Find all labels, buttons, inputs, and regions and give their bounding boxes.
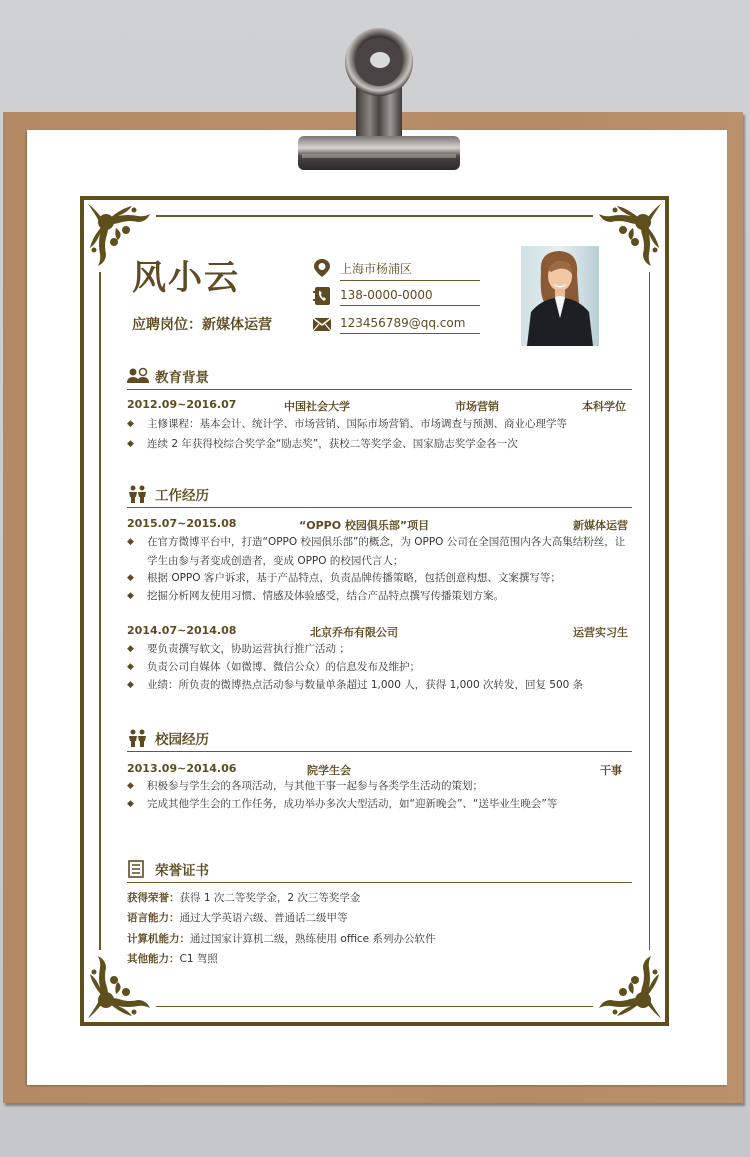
entry-period: 2013.09~2014.06 xyxy=(127,762,237,775)
entry-org: “OPPO 校园俱乐部”项目 xyxy=(299,519,430,532)
honor-item xyxy=(127,951,218,966)
list-item: ◆ 在官方微博平台中，打造“OPPO 校园俱乐部”的概念，为 OPPO 公司在全国范围内各大高集结粉丝，让学生由参与者变成创造者，变成 OPPO 的校园代言人； xyxy=(127,533,632,571)
clipboard-icon xyxy=(127,860,149,878)
work-entry-header xyxy=(127,624,630,640)
honor-label: 获得荣誉： xyxy=(127,892,180,904)
applied-position: 应聘岗位：新媒体运营 xyxy=(132,317,272,333)
entry-period: 2012.09~2016.07 xyxy=(127,398,237,411)
location-pin-icon xyxy=(312,258,332,278)
honor-value: C1 驾照 xyxy=(179,953,218,965)
two-persons-icon xyxy=(127,485,149,503)
honor-item xyxy=(127,931,435,946)
list-item: ◆ 业绩：所负责的微博热点活动参与数量单条超过 1,000 人，获得 1,000 次转发，回复 500 条 xyxy=(127,676,632,695)
education-entry-header xyxy=(127,398,630,414)
honor-item xyxy=(127,890,360,905)
entry-degree: 本科学位 xyxy=(582,400,626,413)
honor-value: 通过大学英语六级、普通话二级甲等 xyxy=(179,912,348,924)
contact-phone xyxy=(312,284,482,308)
list-item: ◆ 连续 2 年获得校综合奖学金“励志奖”，获校二等奖学金、国家励志奖学金各一次 xyxy=(127,435,632,454)
person-photo-icon xyxy=(521,246,599,346)
section-education-header xyxy=(127,366,632,390)
envelope-icon xyxy=(312,314,332,334)
section-title: 校园经历 xyxy=(155,732,209,748)
candidate-name: 风小云 xyxy=(132,258,240,298)
people-icon xyxy=(127,367,149,385)
diamond-bullet-icon: ◆ xyxy=(127,591,134,601)
honor-value: 通过国家计算机二级，熟练使用 office 系列办公软件 xyxy=(190,933,436,945)
diamond-bullet-icon: ◆ xyxy=(127,419,134,429)
diamond-bullet-icon: ◆ xyxy=(127,573,134,583)
campus-entry-header xyxy=(127,762,630,778)
profile-photo xyxy=(521,246,599,346)
list-item: ◆ 根据 OPPO 客户诉求，基于产品特点，负责品牌传播策略，包括创意构想、文案撰写等； xyxy=(127,569,632,588)
section-work-header xyxy=(127,484,632,508)
diamond-bullet-icon: ◆ xyxy=(127,644,134,654)
diamond-bullet-icon: ◆ xyxy=(127,439,134,449)
phone-icon xyxy=(312,286,332,306)
diamond-bullet-icon: ◆ xyxy=(127,537,134,547)
entry-role: 干事 xyxy=(600,764,622,777)
contact-email xyxy=(312,312,482,336)
list-item: ◆ 主修课程：基本会计、统计学、市场营销、国际市场营销、市场调查与预测、商业心理学等 xyxy=(127,415,632,434)
entry-period: 2015.07~2015.08 xyxy=(127,517,237,530)
entry-role: 运营实习生 xyxy=(573,626,628,639)
section-title: 荣誉证书 xyxy=(155,863,209,879)
entry-period: 2014.07~2014.08 xyxy=(127,624,237,637)
entry-org: 中国社会大学 xyxy=(284,400,350,413)
honor-item xyxy=(127,910,348,925)
entry-org: 院学生会 xyxy=(307,764,351,777)
phone-text: 138-0000-0000 xyxy=(340,288,480,306)
contact-address xyxy=(312,256,482,280)
address-text: 上海市杨浦区 xyxy=(340,260,480,281)
entry-org: 北京乔布有限公司 xyxy=(310,626,398,639)
work-entry-header xyxy=(127,517,630,533)
section-title: 工作经历 xyxy=(155,488,209,504)
section-honors-header xyxy=(127,859,632,883)
list-item: ◆ 要负责撰写软文，协助运营执行推广活动 ； xyxy=(127,640,632,659)
section-campus-header xyxy=(127,728,632,752)
two-persons-icon xyxy=(127,729,149,747)
diamond-bullet-icon: ◆ xyxy=(127,662,134,672)
diamond-bullet-icon: ◆ xyxy=(127,781,134,791)
list-item: ◆ 积极参与学生会的各项活动，与其他干事一起参与各类学生活动的策划； xyxy=(127,777,632,796)
honor-value: 获得 1 次二等奖学金，2 次三等奖学金 xyxy=(179,892,361,904)
list-item: ◆ 完成其他学生会的工作任务，成功举办多次大型活动，如“迎新晚会”、“送毕业生晚会”等 xyxy=(127,795,632,814)
section-title: 教育背景 xyxy=(155,370,209,386)
honor-label: 计算机能力： xyxy=(127,933,190,945)
diamond-bullet-icon: ◆ xyxy=(127,799,134,809)
honor-label: 语言能力： xyxy=(127,912,180,924)
entry-major: 市场营销 xyxy=(455,400,499,413)
list-item: ◆ 负责公司自媒体（如微博、微信公众）的信息发布及维护； xyxy=(127,658,632,677)
email-text: 123456789@qq.com xyxy=(340,316,480,334)
list-item: ◆ 挖掘分析网友使用习惯、情感及体验感受，结合产品特点撰写传播策划方案。 xyxy=(127,587,632,606)
entry-role: 新媒体运营 xyxy=(573,519,628,532)
honor-label: 其他能力： xyxy=(127,953,180,965)
diamond-bullet-icon: ◆ xyxy=(127,680,134,690)
